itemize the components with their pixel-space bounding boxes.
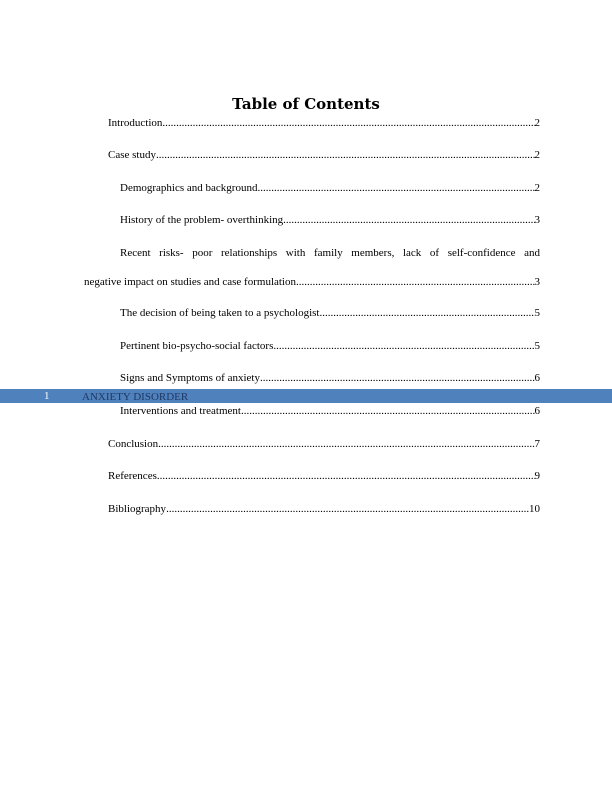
dot-leader (158, 437, 534, 451)
dot-leader (260, 371, 535, 385)
header-running-title: ANXIETY DISORDER (82, 391, 189, 403)
toc-entry-label: Interventions and treatment (120, 405, 241, 417)
toc-entry-page: 6 (534, 405, 540, 417)
toc-entry-label: Signs and Symptoms of anxiety (120, 372, 260, 384)
toc-entry-page: 2 (534, 182, 540, 194)
toc-entry-label: Case study (108, 149, 156, 161)
dot-leader (283, 213, 534, 227)
toc-entry-page: 3 (534, 214, 540, 226)
toc-entry-label: negative impact on studies and case formulation (84, 276, 296, 288)
toc-entry-history[interactable] (120, 213, 540, 227)
toc-entry-label: References (108, 470, 157, 482)
toc-entry-label: The decision of being taken to a psychologist (120, 307, 320, 319)
toc-entry-demographics[interactable] (120, 181, 540, 195)
dot-leader (162, 116, 534, 130)
toc-entry-recent-risks[interactable] (84, 275, 540, 289)
toc-entry-page: 9 (534, 470, 540, 482)
dot-leader (257, 181, 534, 195)
toc-entry-label: Demographics and background (120, 182, 258, 194)
dot-leader (166, 502, 529, 516)
toc-entry-page: 2 (534, 117, 540, 129)
dot-leader (157, 469, 535, 483)
toc-entry-page: 3 (534, 276, 540, 288)
toc-entry-biopsychosocial[interactable] (120, 339, 540, 353)
toc-entry-page: 6 (534, 372, 540, 384)
toc-entry-page: 5 (534, 307, 540, 319)
toc-entry-interventions[interactable] (120, 404, 540, 418)
toc-entry-label: History of the problem- overthinking (120, 214, 284, 226)
toc-entry-page: 5 (534, 340, 540, 352)
toc-title: Table of Contents (232, 95, 380, 113)
toc-entry-signs-symptoms[interactable] (120, 371, 540, 385)
toc-entry-conclusion[interactable] (108, 437, 540, 451)
toc-entry-case-study[interactable] (108, 148, 540, 162)
toc-entry-bibliography[interactable] (108, 502, 540, 516)
toc-entry-page: 2 (534, 149, 540, 161)
toc-entry-page: 10 (529, 503, 540, 515)
header-page-number: 1 (44, 390, 50, 402)
dot-leader (241, 404, 535, 418)
toc-entry-decision[interactable] (120, 306, 540, 320)
toc-entry-introduction[interactable] (108, 116, 540, 130)
dot-leader (273, 339, 534, 353)
toc-entry-label: Pertinent bio-psycho-social factors (120, 340, 274, 352)
toc-entry-page: 7 (534, 438, 540, 450)
toc-entry-label: Introduction (108, 117, 163, 129)
dot-leader (296, 275, 535, 289)
toc-entry-label: Conclusion (108, 438, 159, 450)
dot-leader (156, 148, 535, 162)
dot-leader (319, 306, 534, 320)
toc-entry-references[interactable] (108, 469, 540, 483)
toc-entry-recent-risks-line1[interactable]: Recent risks- poor relationships with family members, lack of self-confidence and (120, 247, 540, 259)
toc-entry-label: Bibliography (108, 503, 167, 515)
